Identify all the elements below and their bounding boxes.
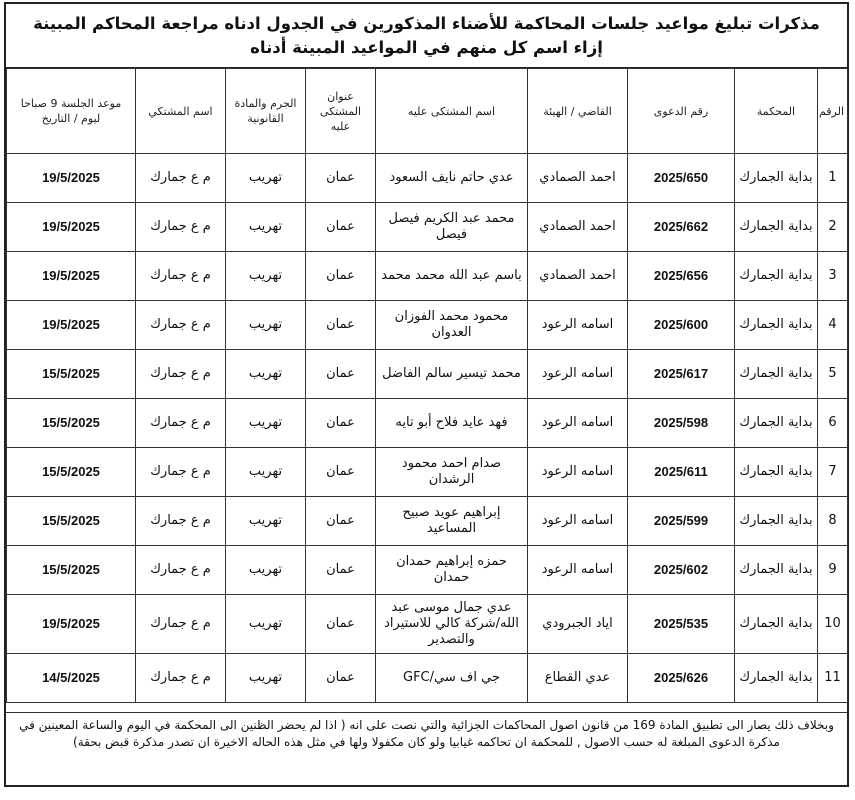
court-name: بداية الجمارك <box>735 350 818 399</box>
crime-type: تهريب <box>226 301 306 350</box>
header-row <box>7 69 848 154</box>
hearing-date: 15/5/2025 <box>7 448 136 497</box>
crime-type: تهريب <box>226 497 306 546</box>
defendant-name: عدي حاتم نايف السعود <box>376 154 528 203</box>
table-row <box>7 546 848 595</box>
complainant-name: م ع جمارك <box>136 350 226 399</box>
legal-footnote: وبخلاف ذلك يصار الى تطبيق المادة 169 من قانون اصول المحاكمات الجزائية والتي نصت على انه ( اذا لم يحضر الظنين الى المحكمة في اليوم والساعة المعينين في مذكرة الدعوى المبلغة له حسب الاصول , للمحكمة ان تحاكمه غيابيا ولو كان مكفولا ولها في مثل هذه الحاله الاخيرة ان تصدر مذكرة قبض بحقة) <box>6 712 847 785</box>
hearing-date: 15/5/2025 <box>7 497 136 546</box>
court-name: بداية الجمارك <box>735 595 818 654</box>
hearing-date: 19/5/2025 <box>7 203 136 252</box>
header-court: المحكمة <box>735 69 818 154</box>
table-row <box>7 497 848 546</box>
crime-type: تهريب <box>226 350 306 399</box>
defendant-name: باسم عبد الله محمد محمد <box>376 252 528 301</box>
complainant-name: م ع جمارك <box>136 497 226 546</box>
defendant-name: فهد عايد فلاح أبو تايه <box>376 399 528 448</box>
case-number: 2025/599 <box>628 497 735 546</box>
complainant-name: م ع جمارك <box>136 301 226 350</box>
defendant-name: إبراهيم عويد صبيح المساعيد <box>376 497 528 546</box>
header-crime: الجرم والمادة القانونية <box>226 69 306 154</box>
complainant-name: م ع جمارك <box>136 595 226 654</box>
defendant-address: عمان <box>306 448 376 497</box>
complainant-name: م ع جمارك <box>136 399 226 448</box>
table-row <box>7 154 848 203</box>
court-name: بداية الجمارك <box>735 497 818 546</box>
table-body <box>7 154 848 703</box>
table-row <box>7 252 848 301</box>
crime-type: تهريب <box>226 546 306 595</box>
row-number: 4 <box>818 301 848 350</box>
case-number: 2025/650 <box>628 154 735 203</box>
court-name: بداية الجمارك <box>735 654 818 703</box>
defendant-address: عمان <box>306 252 376 301</box>
judge-name: اسامه الرعود <box>528 301 628 350</box>
case-number: 2025/662 <box>628 203 735 252</box>
complainant-name: م ع جمارك <box>136 546 226 595</box>
case-number: 2025/600 <box>628 301 735 350</box>
defendant-name: صدام احمد محمود الرشدان <box>376 448 528 497</box>
defendant-name: جي اف سي/GFC <box>376 654 528 703</box>
table-row <box>7 350 848 399</box>
crime-type: تهريب <box>226 252 306 301</box>
case-number: 2025/535 <box>628 595 735 654</box>
header-date: موعد الجلسة 9 صباحا ليوم / التاريخ <box>7 69 136 154</box>
hearing-date: 14/5/2025 <box>7 654 136 703</box>
document-title: مذكرات تبليغ مواعيد جلسات المحاكمة للأضناء المذكورين في الجدول ادناه مراجعة المحاكم المبينة إزاء اسم كل منهم في المواعيد المبينة أدناه <box>6 4 847 68</box>
complainant-name: م ع جمارك <box>136 448 226 497</box>
defendant-address: عمان <box>306 654 376 703</box>
complainant-name: م ع جمارك <box>136 154 226 203</box>
header-defendant: اسم المشتكى عليه <box>376 69 528 154</box>
table-row <box>7 203 848 252</box>
case-number: 2025/656 <box>628 252 735 301</box>
hearing-date: 19/5/2025 <box>7 301 136 350</box>
complainant-name: م ع جمارك <box>136 252 226 301</box>
hearing-date: 15/5/2025 <box>7 546 136 595</box>
hearing-date: 19/5/2025 <box>7 595 136 654</box>
row-number: 9 <box>818 546 848 595</box>
judge-name: احمد الصمادي <box>528 154 628 203</box>
table-row <box>7 399 848 448</box>
court-name: بداية الجمارك <box>735 252 818 301</box>
court-name: بداية الجمارك <box>735 448 818 497</box>
table-row <box>7 595 848 654</box>
crime-type: تهريب <box>226 654 306 703</box>
defendant-address: عمان <box>306 497 376 546</box>
defendant-address: عمان <box>306 301 376 350</box>
case-number: 2025/626 <box>628 654 735 703</box>
defendant-address: عمان <box>306 203 376 252</box>
defendant-address: عمان <box>306 546 376 595</box>
row-number: 8 <box>818 497 848 546</box>
hearing-date: 15/5/2025 <box>7 350 136 399</box>
defendant-name: حمزه إبراهيم حمدان حمدان <box>376 546 528 595</box>
judge-name: عدي القطاع <box>528 654 628 703</box>
judge-name: احمد الصمادي <box>528 252 628 301</box>
crime-type: تهريب <box>226 399 306 448</box>
hearing-date: 19/5/2025 <box>7 252 136 301</box>
defendant-address: عمان <box>306 350 376 399</box>
complainant-name: م ع جمارك <box>136 654 226 703</box>
row-number: 7 <box>818 448 848 497</box>
court-name: بداية الجمارك <box>735 203 818 252</box>
case-number: 2025/617 <box>628 350 735 399</box>
judge-name: اسامه الرعود <box>528 448 628 497</box>
judge-name: احمد الصمادي <box>528 203 628 252</box>
judge-name: اياد الجبرودي <box>528 595 628 654</box>
case-number: 2025/602 <box>628 546 735 595</box>
table-row <box>7 654 848 703</box>
court-name: بداية الجمارك <box>735 154 818 203</box>
row-number: 5 <box>818 350 848 399</box>
court-name: بداية الجمارك <box>735 301 818 350</box>
case-number: 2025/598 <box>628 399 735 448</box>
row-number: 10 <box>818 595 848 654</box>
table-row <box>7 301 848 350</box>
judge-name: اسامه الرعود <box>528 350 628 399</box>
table-row <box>7 448 848 497</box>
row-number: 6 <box>818 399 848 448</box>
defendant-address: عمان <box>306 399 376 448</box>
defendant-name: محمد تيسير سالم الفاضل <box>376 350 528 399</box>
header-case-number: رقم الدعوى <box>628 69 735 154</box>
header-address: عنوان المشتكى عليه <box>306 69 376 154</box>
row-number: 11 <box>818 654 848 703</box>
defendant-name: محمود محمد الفوزان العدوان <box>376 301 528 350</box>
header-num: الرقم <box>818 69 848 154</box>
notice-document <box>4 2 849 787</box>
defendant-name: محمد عبد الكريم فيصل فيصل <box>376 203 528 252</box>
court-name: بداية الجمارك <box>735 546 818 595</box>
header-complainant: اسم المشتكي <box>136 69 226 154</box>
row-number: 2 <box>818 203 848 252</box>
header-judge: القاضي / الهيئة <box>528 69 628 154</box>
crime-type: تهريب <box>226 154 306 203</box>
judge-name: اسامه الرعود <box>528 546 628 595</box>
court-name: بداية الجمارك <box>735 399 818 448</box>
hearings-table <box>6 68 848 703</box>
defendant-address: عمان <box>306 595 376 654</box>
crime-type: تهريب <box>226 448 306 497</box>
crime-type: تهريب <box>226 203 306 252</box>
crime-type: تهريب <box>226 595 306 654</box>
complainant-name: م ع جمارك <box>136 203 226 252</box>
row-number: 1 <box>818 154 848 203</box>
hearing-date: 19/5/2025 <box>7 154 136 203</box>
judge-name: اسامه الرعود <box>528 497 628 546</box>
row-number: 3 <box>818 252 848 301</box>
defendant-address: عمان <box>306 154 376 203</box>
judge-name: اسامه الرعود <box>528 399 628 448</box>
hearing-date: 15/5/2025 <box>7 399 136 448</box>
defendant-name: عدي جمال موسى عبد الله/شركة كالي للاستيراد والتصدير <box>376 595 528 654</box>
case-number: 2025/611 <box>628 448 735 497</box>
